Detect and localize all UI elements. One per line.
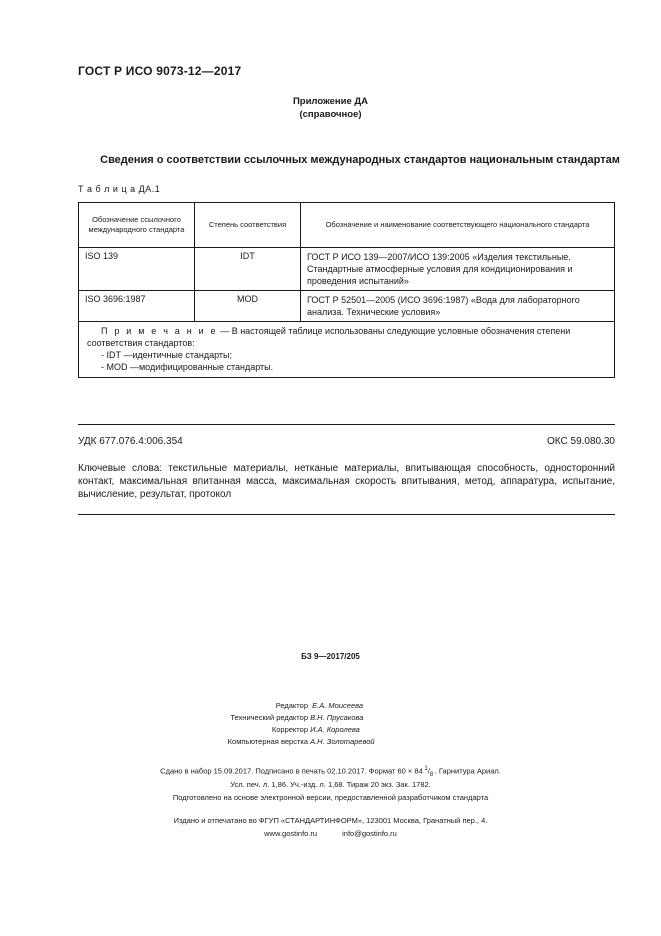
appendix-title: Приложение ДА — [292, 96, 369, 107]
cell-intl-standard: ISO 139 — [79, 248, 195, 291]
imprint-line-2: Усл. печ. л. 1,86. Уч.-изд. л. 1,68. Тираж 20 экз. Зак. 1782. — [230, 780, 431, 789]
note-item-mod: - MOD —модифицированные стандарты. — [101, 362, 274, 372]
credit-layout: Компьютерная верстка А.Н. Золотаревой — [227, 737, 375, 746]
table-note — [79, 322, 615, 378]
table-row — [79, 248, 615, 291]
imprint-line-1: Сдано в набор 15.09.2017. Подписано в печать 02.10.2017. Формат 60 × 84 $^1/_8$ . Гарнитура Ариал. — [160, 766, 501, 778]
note-label: П р и м е ч а н и е — [101, 326, 218, 336]
cell-degree: IDT — [195, 248, 301, 291]
keywords: Ключевые слова: текстильные материалы, нетканые материалы, впитывающая способность, односторонний контакт, максимальная впитанная масса, максимальная скорость впитывания, метод, аппаратура, испытание, вычисление, результат, протокол — [78, 463, 615, 500]
credits — [0, 700, 661, 748]
appendix-heading — [0, 96, 661, 120]
divider — [78, 424, 615, 425]
table-header-row — [79, 203, 615, 248]
udk-code: УДК 677.076.4:006.354 — [78, 436, 183, 447]
credit-proofreader: Корректор И.А. Королева — [271, 725, 360, 734]
cell-intl-standard: ISO 3696:1987 — [79, 291, 195, 322]
publisher-address: Издано и отпечатано во ФГУП «СТАНДАРТИНФОРМ», 123001 Москва, Гранатный пер., 4. — [173, 816, 488, 825]
appendix-subtitle: (справочное) — [299, 109, 362, 120]
correspondence-table — [78, 202, 615, 378]
imprint-line-3: Подготовлено на основе электронной версии, предоставленной разработчиком стандарта — [172, 793, 489, 802]
cell-national-standard: ГОСТ Р ИСО 139—2007/ИСО 139:2005 «Изделия текстильные. Стандартные атмосферные условия для кондиционирования и проведения испытаний» — [301, 248, 615, 291]
document-code: ГОСТ Р ИСО 9073-12—2017 — [78, 64, 242, 78]
header-degree: Степень соответствия — [195, 203, 301, 248]
bz-number: БЗ 9—2017/205 — [301, 652, 360, 661]
publisher-email-link[interactable]: info@gostinfo.ru — [342, 829, 397, 838]
section-title: Сведения о соответствии ссылочных международных стандартов национальным стандартам — [100, 154, 620, 166]
divider — [78, 514, 615, 515]
publisher-contacts — [0, 829, 661, 838]
oks-code: ОКС 59.080.30 — [547, 436, 615, 447]
note-text: — В настоящей таблице использованы следующие условные обозначения степени соответствия стандартов: — [87, 326, 571, 348]
format-fraction: $^1/_8$ — [424, 766, 434, 778]
credit-tech-editor: Технический редактор В.Н. Прусакова — [230, 713, 364, 722]
header-national-standard: Обозначение и наименование соответствующего национального стандарта — [301, 203, 615, 248]
header-intl-standard: Обозначение ссылочного международного стандарта — [79, 203, 195, 248]
table-note-row — [79, 322, 615, 378]
credit-editor: Редактор Е.А. Моисеева — [275, 701, 364, 710]
table-caption: Т а б л и ц а ДА.1 — [78, 184, 161, 194]
note-item-idt: - IDT —идентичные стандарты; — [101, 350, 233, 360]
table-row — [79, 291, 615, 322]
publisher-site-link[interactable]: www.gostinfo.ru — [264, 829, 318, 838]
cell-national-standard: ГОСТ Р 52501—2005 (ИСО 3696:1987) «Вода для лабораторного анализа. Технические условия» — [301, 291, 615, 322]
cell-degree: MOD — [195, 291, 301, 322]
